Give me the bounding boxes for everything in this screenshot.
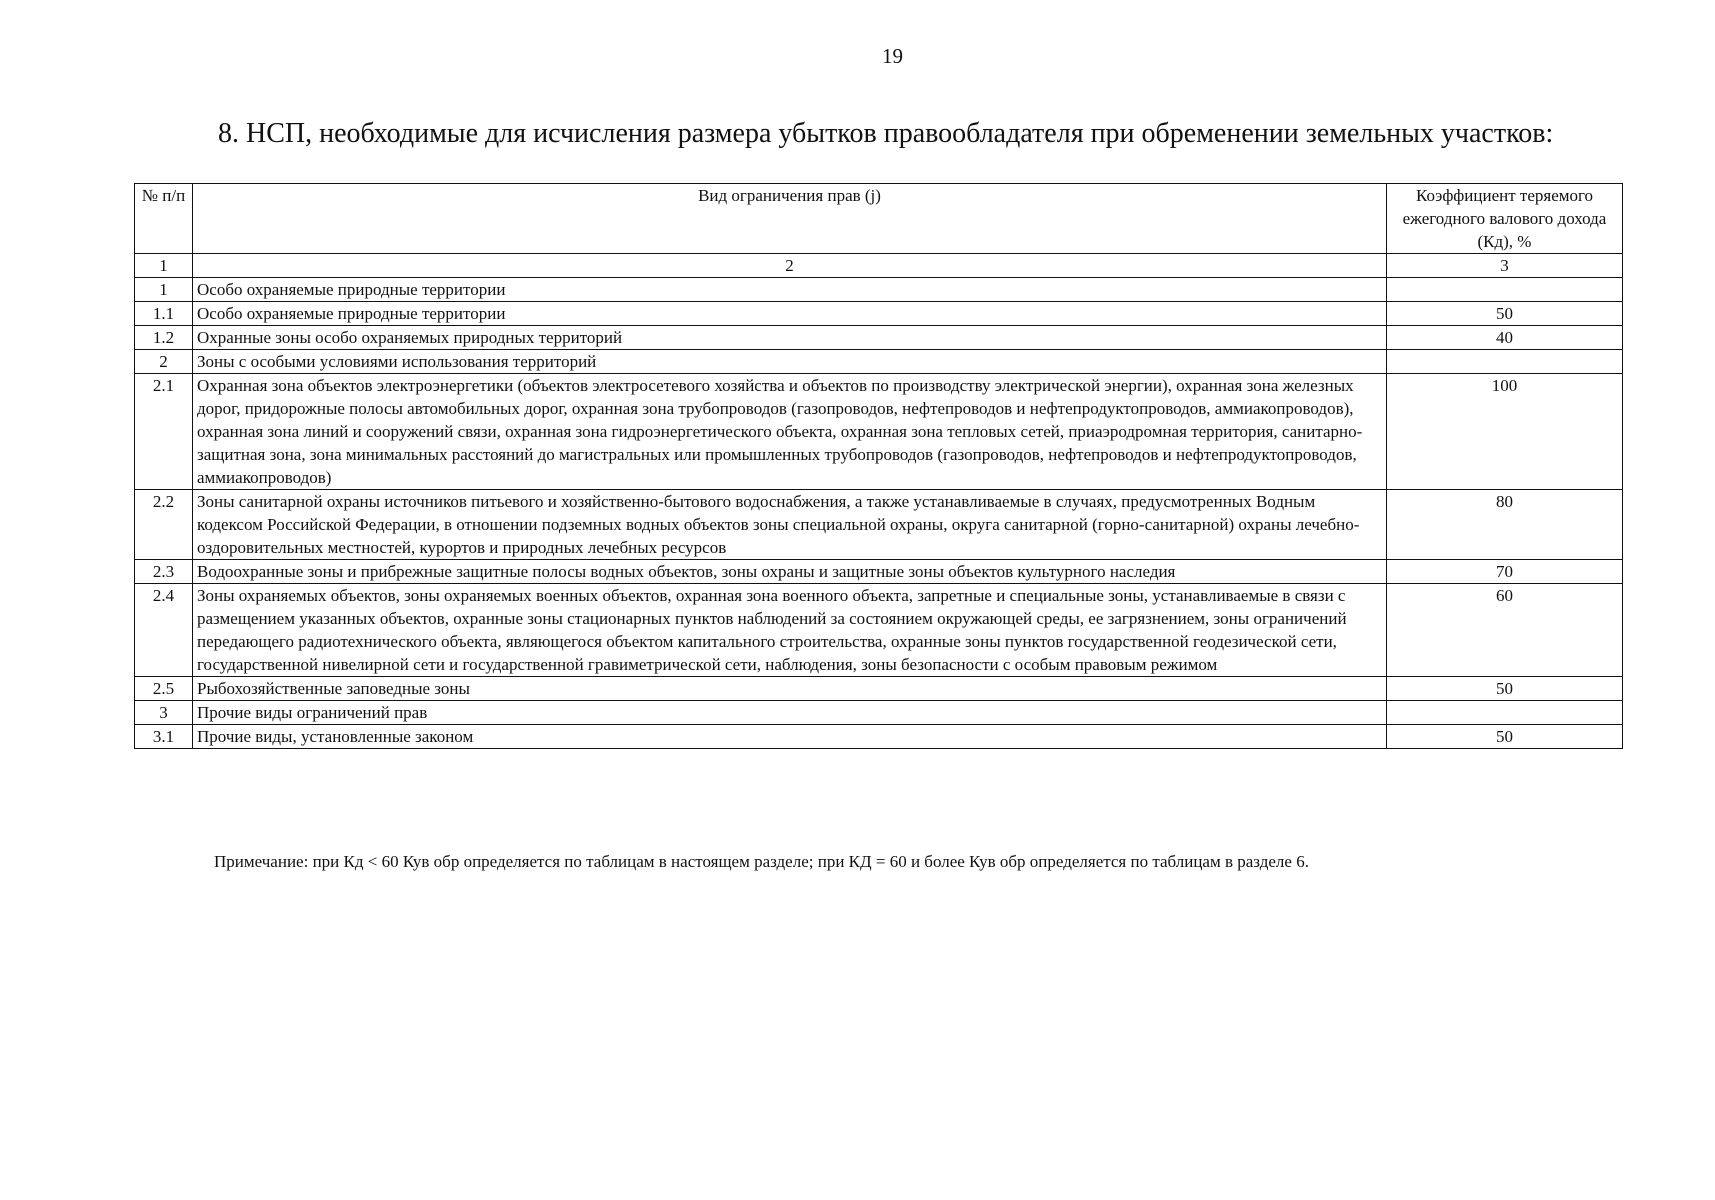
row-restriction-type: Водоохранные зоны и прибрежные защитные полосы водных объектов, зоны охраны и защитные зоны объектов культурного наследия [193,560,1387,584]
row-number: 2 [135,350,193,374]
row-restriction-type: Прочие виды, установленные законом [193,725,1387,749]
row-number: 2.1 [135,374,193,490]
row-restriction-type: Зоны охраняемых объектов, зоны охраняемых военных объектов, охранная зона военного объекта, запретные и специальные зоны, устанавливаемые в связи с размещением указанных объектов, охранные зоны стационарных пунктов наблюдений за состоянием окружающей среды, ее загрязнением, зоны ограничений передающего радиотехнического объекта, являющегося объектом капитального строительства, охранные зоны пунктов государственной геодезической сети, государственной нивелирной сети и государственной гравиметрической сети, наблюдения, зоны безопасности с особым правовым режимом [193,584,1387,677]
row-coefficient: 80 [1387,490,1623,560]
row-number: 1.2 [135,326,193,350]
page-number: 19 [882,44,903,68]
row-coefficient [1387,350,1623,374]
row-coefficient: 40 [1387,326,1623,350]
row-number: 2.5 [135,677,193,701]
row-number: 2.2 [135,490,193,560]
table-row [135,326,1623,350]
table-row [135,560,1623,584]
row-restriction-type: Охранная зона объектов электроэнергетики (объектов электросетевого хозяйства и объектов по производству электрической энергии), охранная зона железных дорог, придорожные полосы автомобильных дорог, охранная зона трубопроводов (газопроводов, нефтепроводов и нефтепродуктопроводов, аммиакопроводов), охранная зона линий и сооружений связи, охранная зона гидроэнергетического объекта, охранная зона тепловых сетей, приаэродромная территория, санитарно-защитная зона, зона минимальных расстояний до магистральных или промышленных трубопроводов (газопроводов, нефтепроводов и нефтепродуктопроводов, аммиакопроводов) [193,374,1387,490]
table-row [135,584,1623,677]
column-index: 2 [193,254,1387,278]
row-restriction-type: Рыбохозяйственные заповедные зоны [193,677,1387,701]
table-row [135,302,1623,326]
row-coefficient [1387,701,1623,725]
table-note: Примечание: при Кд < 60 Кув обр определяется по таблицам в настоящем разделе; при КД = 60 и более Кув обр определяется по таблицам в разделе 6. [214,852,1309,871]
column-index: 3 [1387,254,1623,278]
row-number: 2.3 [135,560,193,584]
row-restriction-type: Особо охраняемые природные территории [193,302,1387,326]
table-row [135,278,1623,302]
header-restriction-type: Вид ограничения прав (j) [193,184,1387,254]
row-number: 2.4 [135,584,193,677]
row-coefficient [1387,278,1623,302]
header-num: № п/п [135,184,193,254]
row-number: 1.1 [135,302,193,326]
table-row [135,350,1623,374]
row-coefficient: 100 [1387,374,1623,490]
row-coefficient: 50 [1387,677,1623,701]
row-restriction-type: Прочие виды ограничений прав [193,701,1387,725]
column-index-row [135,254,1623,278]
header-coefficient: Коэффициент теряемого ежегодного валового дохода (Кд), % [1387,184,1623,254]
table-header-row [135,184,1623,254]
table-row [135,490,1623,560]
row-restriction-type: Зоны санитарной охраны источников питьевого и хозяйственно-бытового водоснабжения, а также устанавливаемые в случаях, предусмотренных Водным кодексом Российской Федерации, в отношении подземных водных объектов зоны специальной охраны, округа санитарной (горно-санитарной) охраны лечебно-оздоровительных местностей, курортов и природных лечебных ресурсов [193,490,1387,560]
table-row [135,725,1623,749]
row-number: 3 [135,701,193,725]
column-index: 1 [135,254,193,278]
row-number: 1 [135,278,193,302]
table-row [135,677,1623,701]
row-restriction-type: Особо охраняемые природные территории [193,278,1387,302]
table-row [135,701,1623,725]
table-row [135,374,1623,490]
row-coefficient: 60 [1387,584,1623,677]
row-coefficient: 50 [1387,725,1623,749]
restrictions-table [134,183,1623,749]
row-restriction-type: Зоны с особыми условиями использования территорий [193,350,1387,374]
row-coefficient: 70 [1387,560,1623,584]
row-number: 3.1 [135,725,193,749]
section-heading: 8. НСП, необходимые для исчисления размера убытков правообладателя при обременении земельных участков: [218,118,1554,149]
row-coefficient: 50 [1387,302,1623,326]
row-restriction-type: Охранные зоны особо охраняемых природных территорий [193,326,1387,350]
